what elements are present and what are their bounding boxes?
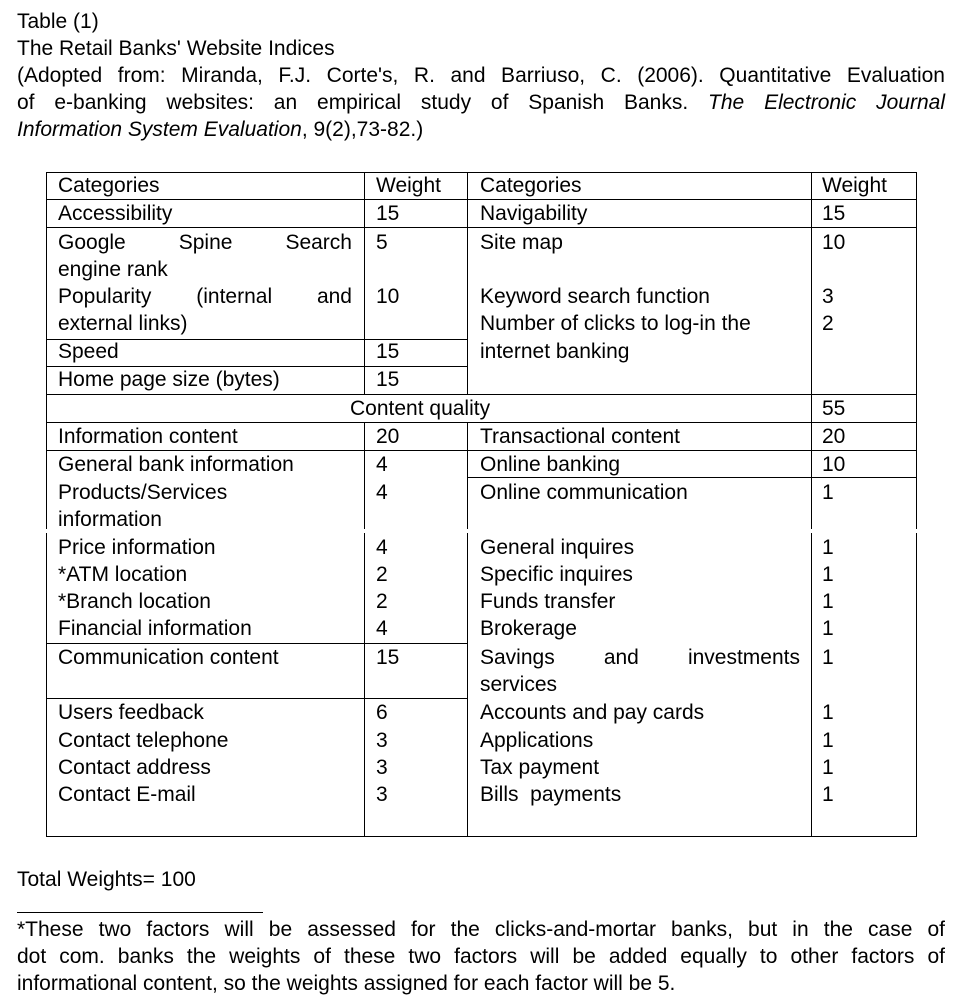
table-label: Table (1) [17, 10, 99, 33]
source-line-3 [17, 116, 423, 143]
popularity-weight: 10 [376, 285, 400, 308]
list-item: Applications [480, 729, 594, 752]
products-weight: 4 [376, 481, 388, 504]
clicks-line2: internet banking [480, 340, 630, 363]
table-title: The Retail Banks' Website Indices [17, 37, 335, 60]
list-item: Contact telephone [58, 729, 229, 752]
header-categories-right: Categories [480, 174, 582, 197]
keyword-weight: 3 [822, 285, 834, 308]
google-line1: Google Spine Search [58, 231, 352, 254]
list-item-weight: 1 [822, 756, 834, 779]
popularity-line1: Popularity (internal and [58, 285, 352, 308]
list-item-weight: 3 [376, 756, 388, 779]
information-content-label: Information content [58, 425, 238, 448]
header-weight-right: Weight [822, 174, 887, 197]
list-item-weight: 2 [376, 563, 388, 586]
site-map-label: Site map [480, 231, 563, 254]
transactional-content-label: Transactional content [480, 425, 681, 448]
list-item: Price information [58, 536, 216, 559]
popularity-line2: external links) [58, 312, 188, 335]
home-page-weight: 15 [376, 368, 400, 391]
google-weight: 5 [376, 231, 388, 254]
journal-name: The Electronic Journal [708, 91, 945, 114]
google-line2: engine rank [58, 258, 168, 281]
products-line2: information [58, 508, 162, 531]
products-line1: Products/Services [58, 481, 228, 504]
communication-content-label: Communication content [58, 646, 279, 669]
online-communication-label: Online communication [480, 481, 688, 504]
list-item: Tax payment [480, 756, 600, 779]
list-item-weight: 3 [376, 729, 388, 752]
list-item: *ATM location [58, 563, 188, 586]
footnote-line-3: informational content, so the weights assigned for each factor will be 5. [17, 972, 676, 995]
list-item: Brokerage [480, 617, 577, 640]
list-item-weight: 3 [376, 783, 388, 806]
online-communication-weight: 1 [822, 481, 834, 504]
list-item-weight: 1 [822, 536, 834, 559]
footnote-line-1: *These two factors will be assessed for the clicks-and-mortar banks, but in the case of [17, 918, 945, 941]
list-item-weight: 1 [822, 563, 834, 586]
list-item: Users feedback [58, 701, 204, 724]
list-item-weight: 2 [376, 590, 388, 613]
navigability-weight: 15 [822, 202, 846, 225]
keyword-label: Keyword search function [480, 285, 710, 308]
journal-ref: , 9(2),73-82.) [301, 118, 424, 141]
list-item-weight: 1 [822, 590, 834, 613]
savings-line1: Savings and investments [480, 646, 800, 669]
clicks-weight: 2 [822, 312, 834, 335]
content-quality-weight: 55 [822, 397, 846, 420]
general-bank-info-label: General bank information [58, 453, 294, 476]
list-item-weight: 1 [822, 783, 834, 806]
list-item: *Branch location [58, 590, 211, 613]
source-line-2-plain: of e-banking websites: an empirical study of Spanish Banks. [17, 91, 689, 114]
source-line-1: (Adopted from: Miranda, F.J. Corte's, R. and Barriuso, C. (2006). Quantitative Evaluation [17, 64, 945, 87]
home-page-label: Home page size (bytes) [58, 368, 280, 391]
list-item: Funds transfer [480, 590, 616, 613]
online-banking-weight: 10 [822, 453, 846, 476]
navigability-label: Navigability [480, 202, 588, 225]
transactional-content-weight: 20 [822, 425, 846, 448]
list-item-weight: 1 [822, 729, 834, 752]
savings-weight: 1 [822, 646, 834, 669]
list-item-weight: 6 [376, 701, 388, 724]
list-item: Financial information [58, 617, 252, 640]
speed-weight: 15 [376, 340, 400, 363]
clicks-line1: Number of clicks to log-in the [480, 312, 751, 335]
journal-name-cont: Information System Evaluation [17, 118, 302, 141]
footnote-divider [17, 912, 263, 913]
accessibility-weight: 15 [376, 202, 400, 225]
header-weight-left: Weight [376, 174, 441, 197]
general-bank-info-weight: 4 [376, 453, 388, 476]
list-item: Accounts and pay cards [480, 701, 705, 724]
list-item: Contact address [58, 756, 211, 779]
list-item-weight: 1 [822, 701, 834, 724]
header-categories-left: Categories [58, 174, 160, 197]
content-quality-label: Content quality [350, 397, 491, 420]
accessibility-label: Accessibility [58, 202, 173, 225]
list-item-weight: 1 [822, 617, 834, 640]
list-item-weight: 4 [376, 536, 388, 559]
list-item: General inquires [480, 536, 635, 559]
footnote-line-2: dot com. banks the weights of these two factors will be added equally to other factors of [17, 945, 945, 968]
savings-line2: services [480, 673, 558, 696]
list-item: Bills payments [480, 783, 622, 806]
list-item-weight: 4 [376, 617, 388, 640]
communication-content-weight: 15 [376, 646, 400, 669]
site-map-weight: 10 [822, 231, 846, 254]
list-item: Contact E-mail [58, 783, 196, 806]
total-weights: Total Weights= 100 [17, 868, 196, 891]
source-line-2 [17, 89, 945, 116]
online-banking-label: Online banking [480, 453, 621, 476]
list-item: Specific inquires [480, 563, 633, 586]
information-content-weight: 20 [376, 425, 400, 448]
speed-label: Speed [58, 340, 119, 363]
